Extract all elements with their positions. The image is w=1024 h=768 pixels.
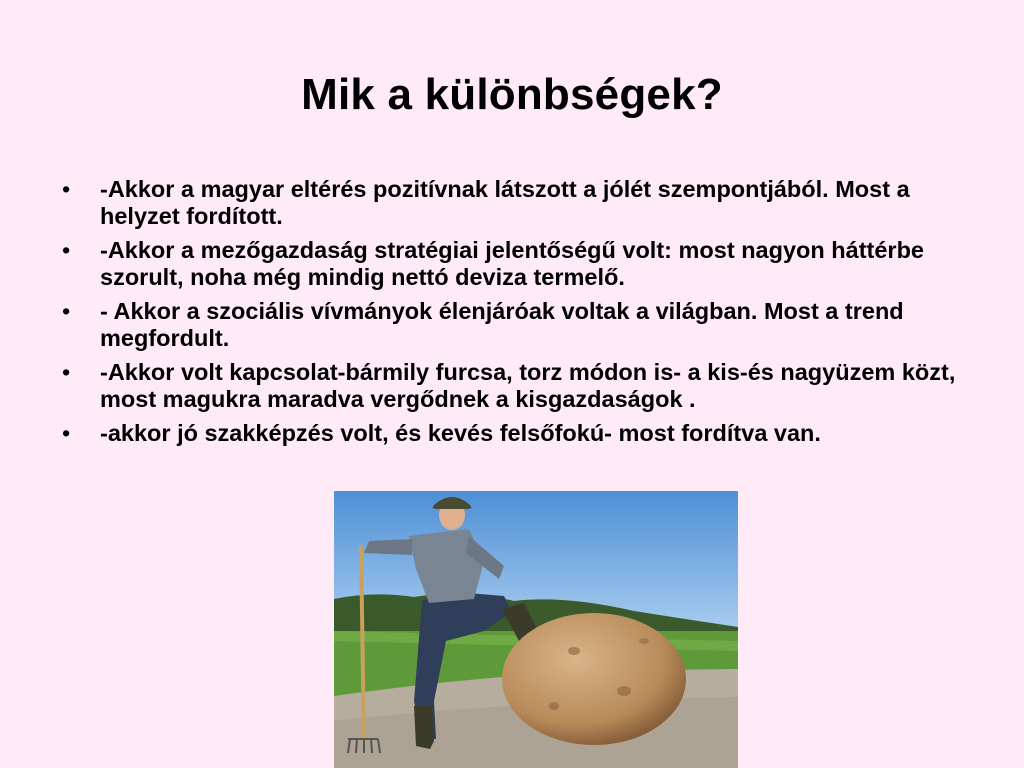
bullet-item-3 [62, 298, 992, 352]
farmer-potato-photo [334, 491, 738, 768]
bullet-item-5 [62, 420, 992, 447]
giant-potato [502, 613, 686, 745]
bullet-marker: • [62, 176, 71, 202]
bullet-marker: • [62, 237, 71, 263]
bullet-text: -akkor jó szakképzés volt, és kevés felsőfokú- most fordítva van. [100, 420, 821, 446]
bullet-item-2 [62, 237, 992, 291]
slide-title: Mik a különbségek? [301, 70, 723, 119]
bullet-item-4 [62, 359, 992, 413]
farmer-arm-left [364, 539, 412, 555]
bullet-marker: • [62, 420, 71, 446]
bullet-text: -Akkor a magyar eltérés pozitívnak látszott a jólét szempontjából. Most a helyzet fordított. [100, 176, 910, 229]
bullet-list [62, 176, 992, 454]
bullet-text: - Akkor a szociális vívmányok élenjáróak voltak a világban. Most a trend megfordult. [100, 298, 904, 351]
bullet-text: -Akkor a mezőgazdaság stratégiai jelentőségű volt: most nagyon háttérbe szorult, noha még mindig nettó deviza termelő. [100, 237, 924, 290]
farmer-boot-left [414, 706, 434, 749]
bullet-item-1 [62, 176, 992, 230]
bullet-text: -Akkor volt kapcsolat-bármily furcsa, torz módon is- a kis-és nagyüzem közt, most magukra maradva vergődnek a kisgazdaságok . [100, 359, 956, 412]
bullet-marker: • [62, 359, 71, 385]
bullet-marker: • [62, 298, 71, 324]
